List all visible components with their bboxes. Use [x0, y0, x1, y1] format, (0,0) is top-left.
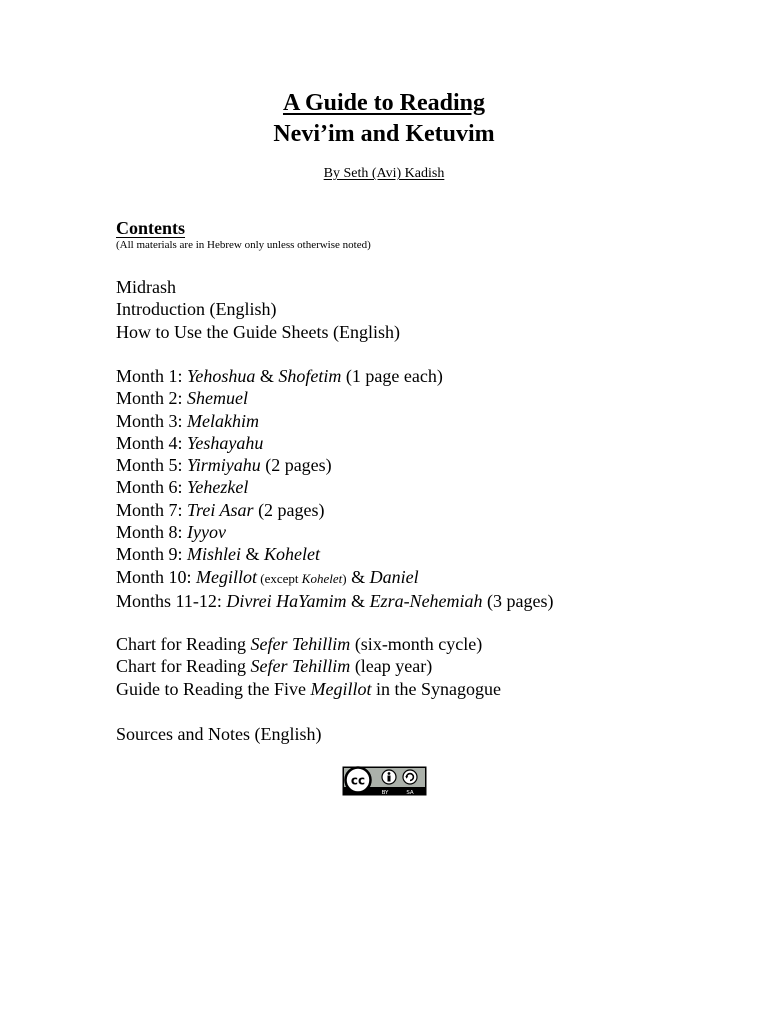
book-title: Shofetim [278, 366, 342, 386]
chart-item-text: Guide to Reading the Five [116, 678, 311, 699]
book-title: Mishlei [187, 544, 242, 565]
month-label: Month 8 [116, 522, 178, 543]
title-line-1 [0, 88, 768, 119]
month-row-9 [116, 543, 554, 565]
book-title: Divrei HaYamim [226, 590, 347, 611]
ampersand: & [255, 366, 279, 386]
separator: : [177, 432, 188, 453]
exception-prefix: (except [257, 570, 302, 586]
separator: : [177, 499, 188, 520]
ampersand: & [241, 544, 265, 565]
book-title: Sefer Tehillim [250, 656, 351, 677]
book-title: Daniel [369, 566, 419, 587]
title-line-1-text: A Guide to Reading [282, 90, 486, 116]
list-item-how-to-use: How to Use the Guide Sheets (English) [116, 321, 400, 342]
exception-suffix: ) [342, 570, 347, 586]
book-title: Yeshayahu [187, 432, 264, 453]
month-label: Month 9 [116, 544, 178, 565]
contents-note: (All materials are in Hebrew only unless otherwise noted) [116, 239, 371, 251]
share-alike-icon [403, 770, 417, 784]
month-row-10 [116, 566, 554, 590]
creative-commons-by-sa-badge-icon [342, 766, 427, 796]
month-label: Month 10 [116, 566, 187, 587]
separator: : [177, 477, 188, 498]
by-label: BY [381, 790, 389, 796]
title-line-2: Nevi’im and Ketuvim [273, 121, 495, 147]
ampersand: & [346, 566, 370, 587]
book-title: Yehezkel [187, 477, 249, 498]
month-row-3 [116, 410, 554, 432]
byline-text: By Seth (Avi) Kadish [323, 166, 445, 181]
month-row-1 [116, 365, 554, 387]
book-title: Iyyov [187, 522, 226, 543]
month-label: Month 5 [116, 455, 178, 476]
separator: : [177, 455, 188, 476]
list-item-sources-and-notes: Sources and Notes (English) [116, 724, 322, 744]
separator: : [177, 522, 188, 543]
months-list [116, 365, 554, 612]
book-title: Megillot [310, 678, 372, 699]
cc-letters: cc [350, 773, 366, 788]
book-title: Kohelet [264, 544, 321, 565]
chart-item-text: Chart for Reading [116, 634, 251, 654]
month-label: Month 7 [116, 499, 178, 520]
book-title: Megillot [196, 566, 258, 587]
list-item-midrash: Midrash [116, 277, 176, 297]
month-label: Month 6 [116, 477, 178, 498]
month-label: Month 1 [116, 366, 178, 386]
person-body [388, 776, 391, 782]
book-title: Shemuel [187, 388, 249, 409]
separator: : [177, 410, 188, 431]
chart-item-tehillim-leap-year [116, 655, 501, 677]
chart-item-text: in the Synagogue [371, 678, 501, 699]
sources-list [116, 723, 321, 745]
month-row-4 [116, 432, 554, 454]
book-title: Ezra-Nehemiah [369, 590, 483, 611]
byline [0, 165, 768, 183]
chart-item-megillot-guide [116, 678, 501, 700]
separator: : [216, 590, 227, 611]
chart-item-tehillim-six-month [116, 633, 501, 655]
book-title: Kohelet [301, 570, 343, 586]
chart-item-text: (leap year) [350, 656, 433, 677]
month-row-7 [116, 499, 554, 521]
person-head [388, 772, 391, 775]
month-row-2 [116, 387, 554, 409]
exception-note [257, 571, 347, 586]
page-count: (1 page each) [341, 366, 443, 386]
month-label: Month 4 [116, 432, 178, 453]
month-label: Months 11-12 [116, 590, 217, 611]
book-title: Sefer Tehillim [250, 634, 351, 654]
book-title: Yirmiyahu [187, 455, 261, 476]
contents-heading: Contents [116, 218, 186, 238]
month-label: Month 3 [116, 410, 178, 431]
book-title: Yehoshua [187, 366, 256, 386]
page-count: (2 pages) [260, 455, 332, 476]
book-title: Trei Asar [187, 499, 254, 520]
list-item-introduction: Introduction (English) [116, 299, 277, 320]
separator: : [177, 544, 188, 565]
month-row-5 [116, 454, 554, 476]
chart-item-text: (six-month cycle) [350, 634, 483, 654]
month-row-6 [116, 476, 554, 498]
separator: : [177, 388, 188, 409]
book-title: Melakhim [187, 410, 260, 431]
chart-item-text: Chart for Reading [116, 656, 251, 677]
sa-label: SA [406, 790, 414, 796]
separator: : [177, 366, 188, 386]
month-label: Month 2 [116, 388, 178, 409]
month-row-11-12 [116, 590, 554, 612]
front-matter-list [116, 276, 400, 343]
page-count: (3 pages) [482, 590, 554, 611]
ampersand: & [346, 590, 370, 611]
page-count: (2 pages) [253, 499, 325, 520]
month-row-8 [116, 521, 554, 543]
charts-list [116, 633, 501, 700]
separator: : [186, 566, 197, 587]
